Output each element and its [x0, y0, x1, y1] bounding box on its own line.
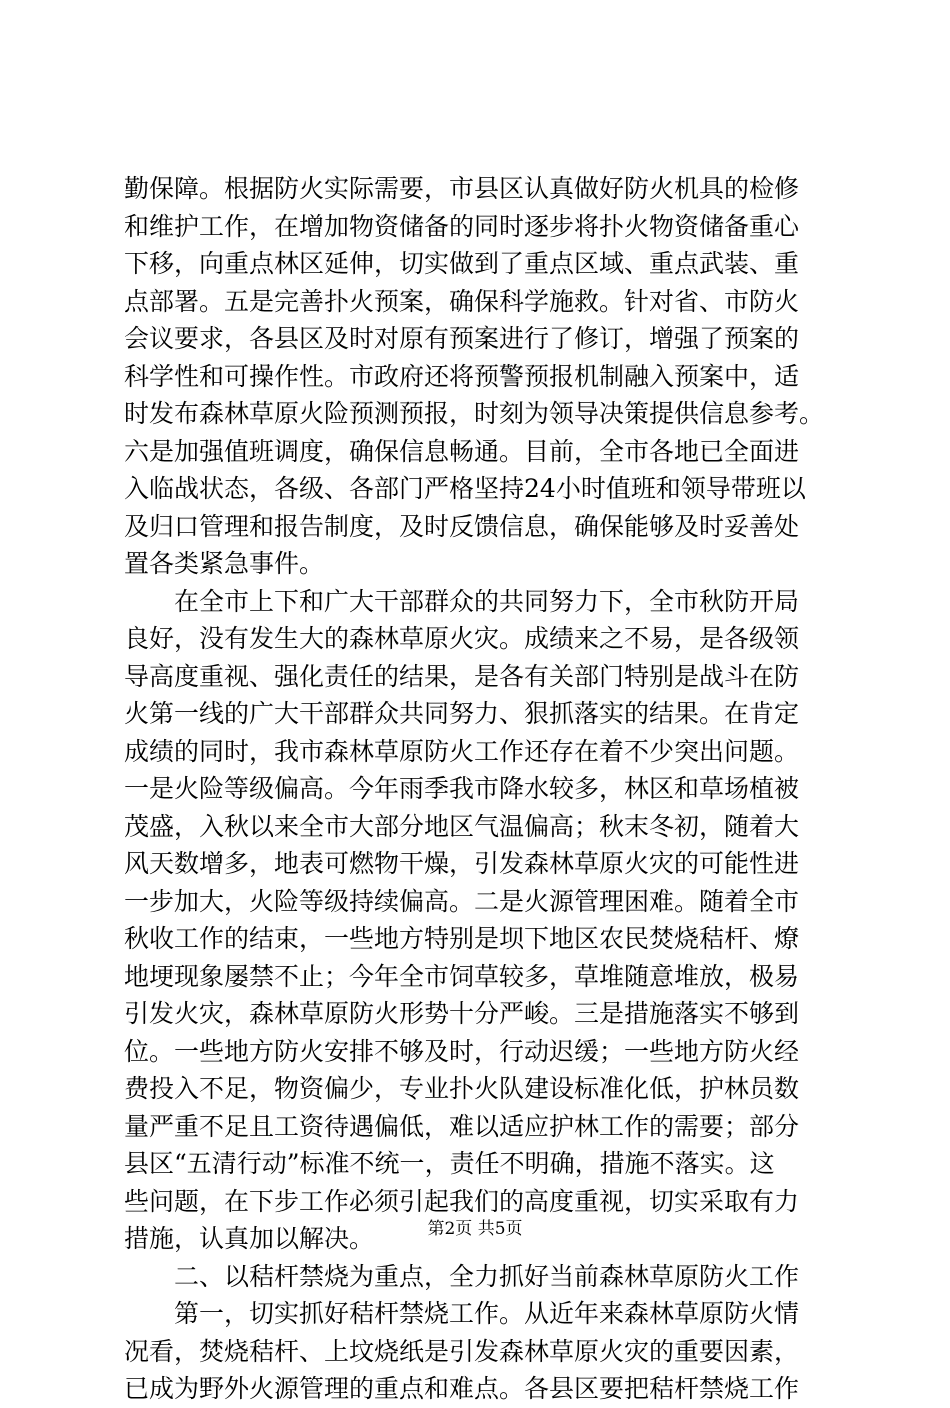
text-line: 些问题，在下步工作必须引起我们的高度重视，切实采取有力: [124, 1186, 800, 1216]
text-line: 入临战状态，各级、各部门严格坚持24小时值班和领导带班以: [124, 474, 806, 503]
text-line: 县区“五清行动”标准不统一，责任不明确，措施不落实。这: [124, 1149, 775, 1178]
text-line: 二、以秸杆禁烧为重点，全力抓好当前森林草原防火工作: [174, 1261, 800, 1291]
text-line: 一步加大，火险等级持续偏高。二是火源管理困难。随着全市: [124, 886, 800, 916]
text-line: 导高度重视、强化责任的结果，是各有关部门特别是战斗在防: [124, 661, 800, 691]
text-line: 火第一线的广大干部群众共同努力、狠抓落实的结果。在肯定: [124, 699, 800, 728]
text-line: 地埂现象屡禁不止；今年全市饲草较多，草堆随意堆放，极易: [124, 961, 800, 991]
text-line: 第一，切实抓好秸杆禁烧工作。从近年来森林草原防火情: [174, 1299, 800, 1328]
text-line: 良好，没有发生大的森林草原火灾。成绩来之不易，是各级领: [124, 624, 800, 653]
text-line: 和维护工作，在增加物资储备的同时逐步将扑火物资储备重心: [124, 211, 800, 241]
text-line: 风天数增多，地表可燃物干燥，引发森林草原火灾的可能性进: [124, 849, 800, 878]
text-line: 成绩的同时，我市森林草原防火工作还存在着不少突出问题。: [124, 736, 800, 766]
text-line: 秋收工作的结束，一些地方特别是坝下地区农民焚烧秸杆、燎: [124, 924, 800, 953]
page-footer: 第2页 共5页: [427, 1219, 523, 1239]
text-line: 茂盛，入秋以来全市大部分地区气温偏高；秋末冬初，随着大: [124, 811, 800, 841]
text-line: 措施，认真加以解决。: [124, 1224, 375, 1253]
text-line: 会议要求，各县区及时对原有预案进行了修订，增强了预案的: [124, 324, 800, 353]
text-line: 置各类紧急事件。: [124, 549, 325, 578]
text-line: 及归口管理和报告制度，及时反馈信息，确保能够及时妥善处: [124, 511, 800, 541]
text-line: 一是火险等级偏高。今年雨季我市降水较多，林区和草场植被: [124, 774, 800, 803]
text-line: 位。一些地方防火安排不够及时，行动迟缓；一些地方防火经: [124, 1036, 800, 1066]
text-line: 科学性和可操作性。市政府还将预警预报机制融入预案中，适: [124, 361, 800, 391]
text-line: 费投入不足，物资偏少，专业扑火队建设标准化低，护林员数: [124, 1074, 800, 1103]
text-line: 已成为野外火源管理的重点和难点。各县区要把秸杆禁烧工作: [124, 1374, 800, 1403]
text-line: 六是加强值班调度，确保信息畅通。目前，全市各地已全面进: [124, 436, 800, 466]
text-line: 点部署。五是完善扑火预案，确保科学施救。针对省、市防火: [124, 286, 800, 316]
text-line: 引发火灾，森林草原防火形势十分严峻。三是措施落实不够到: [124, 999, 800, 1028]
text-line: 况看，焚烧秸杆、上坟烧纸是引发森林草原火灾的重要因素，: [124, 1336, 800, 1366]
text-line: 在全市上下和广大干部群众的共同努力下，全市秋防开局: [174, 586, 800, 616]
text-line: 量严重不足且工资待遇偏低，难以适应护林工作的需要；部分: [124, 1111, 800, 1141]
text-line: 时发布森林草原火险预测预报，时刻为领导决策提供信息参考。: [124, 399, 825, 428]
text-line: 下移，向重点林区延伸，切实做到了重点区域、重点武装、重: [124, 249, 800, 278]
text-line: 勤保障。根据防火实际需要，市县区认真做好防火机具的检修: [124, 174, 800, 203]
